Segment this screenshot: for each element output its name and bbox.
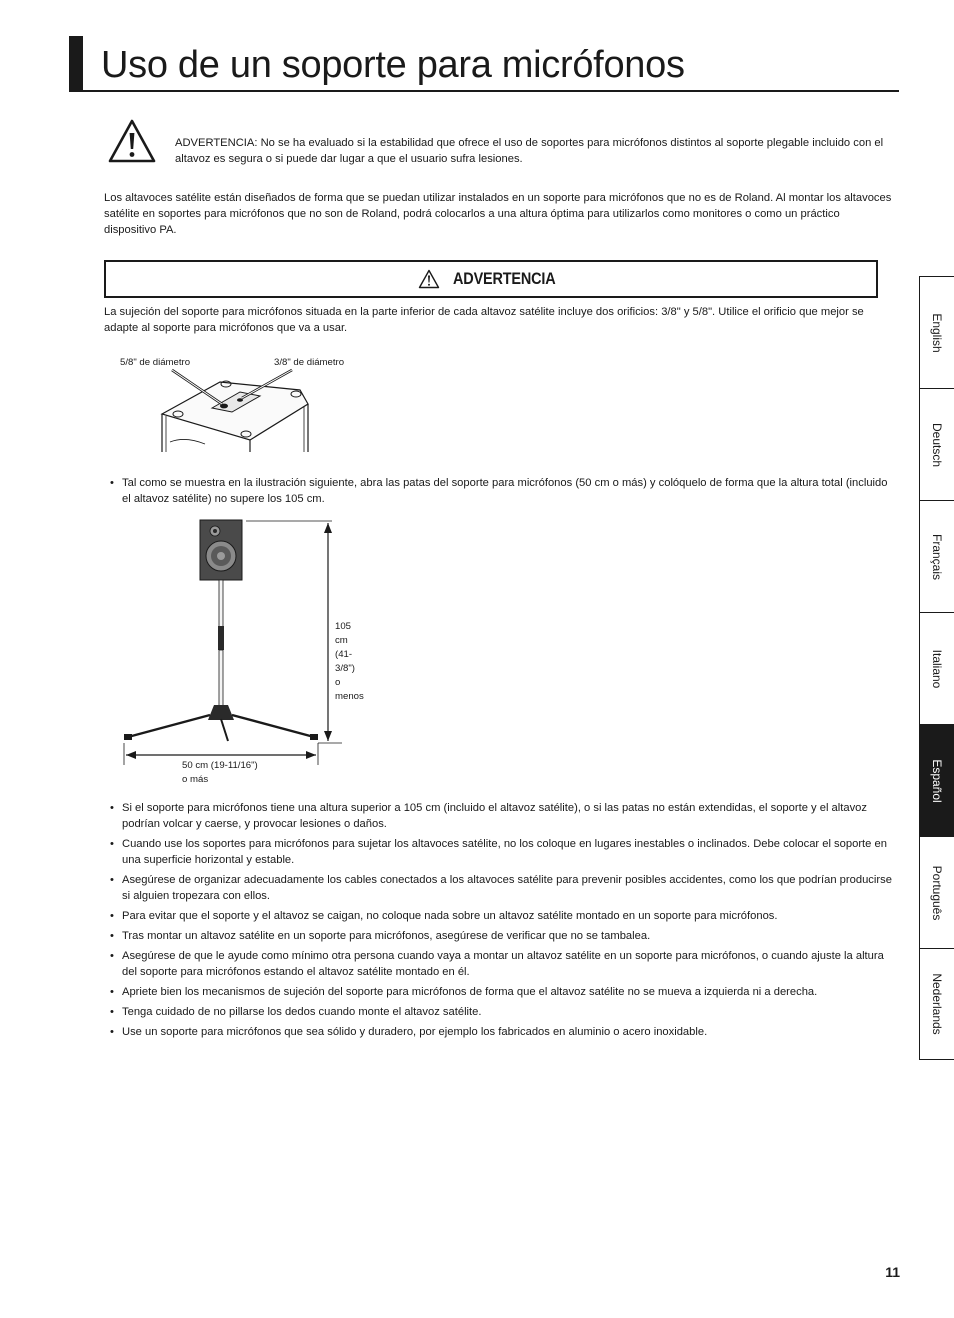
height-label-line1: 105 cm (41-3/8"): [335, 621, 355, 674]
instruction-list-2: [104, 800, 894, 1044]
tab-label: Español: [930, 758, 944, 803]
height-label-line2: o menos: [335, 677, 364, 702]
speaker-stand-illustration: [118, 515, 358, 790]
advertencia-label: ADVERTENCIA: [452, 269, 556, 288]
intro-paragraph: Los altavoces satélite están diseñados de forma que se puedan utilizar instalados en un soporte para micrófonos que no es de Roland. Al montar los altavoces satélite en soportes para micrófonos que no son de Roland, podrá colocarlos a una altura óptima para utilizarlos como monitores o como un práctico dispositivo PA.: [104, 192, 892, 236]
tab-label: Português: [930, 865, 944, 920]
tab-italiano[interactable]: [919, 612, 954, 724]
list-item: • Apriete bien los mecanismos de sujeción del soporte para micrófonos de forma que el altavoz satélite no se mueva a izquierda ni a derecha.: [104, 984, 894, 1000]
tab-francais[interactable]: [919, 500, 954, 612]
instruction-list-1: [104, 475, 894, 507]
list-item: • Cuando use los soportes para micrófonos para sujetar los altavoces satélite, no los coloque en lugares inestables o inclinados. Debe colocar el soporte en una superficie horizontal y estable.: [104, 836, 894, 868]
speaker-top-illustration: [110, 352, 370, 452]
list-item: • Tenga cuidado de no pillarse los dedos cuando monte el altavoz satélite.: [104, 1004, 894, 1020]
width-label: [182, 759, 258, 787]
figure-mount-holes: [110, 352, 370, 452]
page-title: Uso de un soporte para micrófonos: [101, 44, 685, 86]
height-label: [335, 620, 364, 704]
page-number: 11: [885, 1264, 900, 1280]
tab-label: English: [930, 312, 944, 353]
label-5-8-diameter: 5/8" de diámetro: [120, 357, 191, 368]
tab-label: Italiano: [930, 649, 944, 688]
width-label-line2: o más: [182, 774, 209, 785]
tab-deutsch[interactable]: [919, 388, 954, 500]
list-item: • Tal como se muestra en la ilustración siguiente, abra las patas del soporte para micrófonos (50 cm o más) y colóquelo de forma que la altura total (incluido el altavoz satélite) no supere los 105 cm.: [104, 475, 894, 507]
tab-label: Deutsch: [930, 422, 944, 467]
language-tabs: [919, 276, 954, 1060]
tab-english[interactable]: [919, 276, 954, 388]
list-item: • Para evitar que el soporte y el altavoz se caigan, no coloque nada sobre un altavoz satélite montado en un soporte para micrófonos.: [104, 908, 894, 924]
list-item: • Asegúrese de que le ayude como mínimo otra persona cuando vaya a montar un altavoz satélite en un soporte para micrófonos, o cuando ajuste la altura del soporte para micrófonos estando el altavoz satélite montado en él.: [104, 948, 894, 980]
tab-nederlands[interactable]: [919, 948, 954, 1060]
list-item: • Tras montar un altavoz satélite en un soporte para micrófonos, asegúrese de verificar que no se tambalea.: [104, 928, 894, 944]
advertencia-description: La sujeción del soporte para micrófonos situada en la parte inferior de cada altavoz satélite incluye dos orificios: 3/8" y 5/8". Utilice el orificio que mejor se adapte al soporte para micrófonos que va a usar.: [104, 306, 864, 334]
list-item: • Asegúrese de organizar adecuadamente los cables conectados a los altavoces satélite para prevenir posibles accidentes, como los que podrían producirse si alguien tropezara con ellos.: [104, 872, 894, 904]
tab-label: Nederlands: [930, 973, 944, 1035]
warning-text: ADVERTENCIA: No se ha evaluado si la estabilidad que ofrece el uso de soportes para micrófonos distintos al soporte plegable incluido con el altavoz es segura o si puede dar lugar a que el usuario sufra lesiones.: [175, 137, 884, 165]
list-item: • Use un soporte para micrófonos que sea sólido y duradero, por ejemplo los fabricados en aluminio o acero inoxidable.: [104, 1024, 894, 1040]
figure-speaker-on-stand: [118, 515, 364, 790]
width-label-line1: 50 cm (19-11/16"): [182, 760, 258, 771]
list-item: • Si el soporte para micrófonos tiene una altura superior a 105 cm (incluido el altavoz satélite), o si las patas no están extendidas, el soporte y el altavoz podrían volcar y caerse, y provocar lesiones o daños.: [104, 800, 894, 832]
label-3-8-diameter: 3/8" de diámetro: [274, 357, 345, 368]
tab-espanol[interactable]: [919, 724, 954, 836]
tab-label: Français: [930, 533, 944, 580]
warning-triangle-icon: [418, 269, 440, 289]
advertencia-box: [104, 260, 878, 298]
tab-portugues[interactable]: [919, 836, 954, 948]
warning-triangle-icon: [107, 118, 157, 164]
title-bar-accent: [69, 36, 83, 92]
title-rule: [69, 90, 899, 92]
